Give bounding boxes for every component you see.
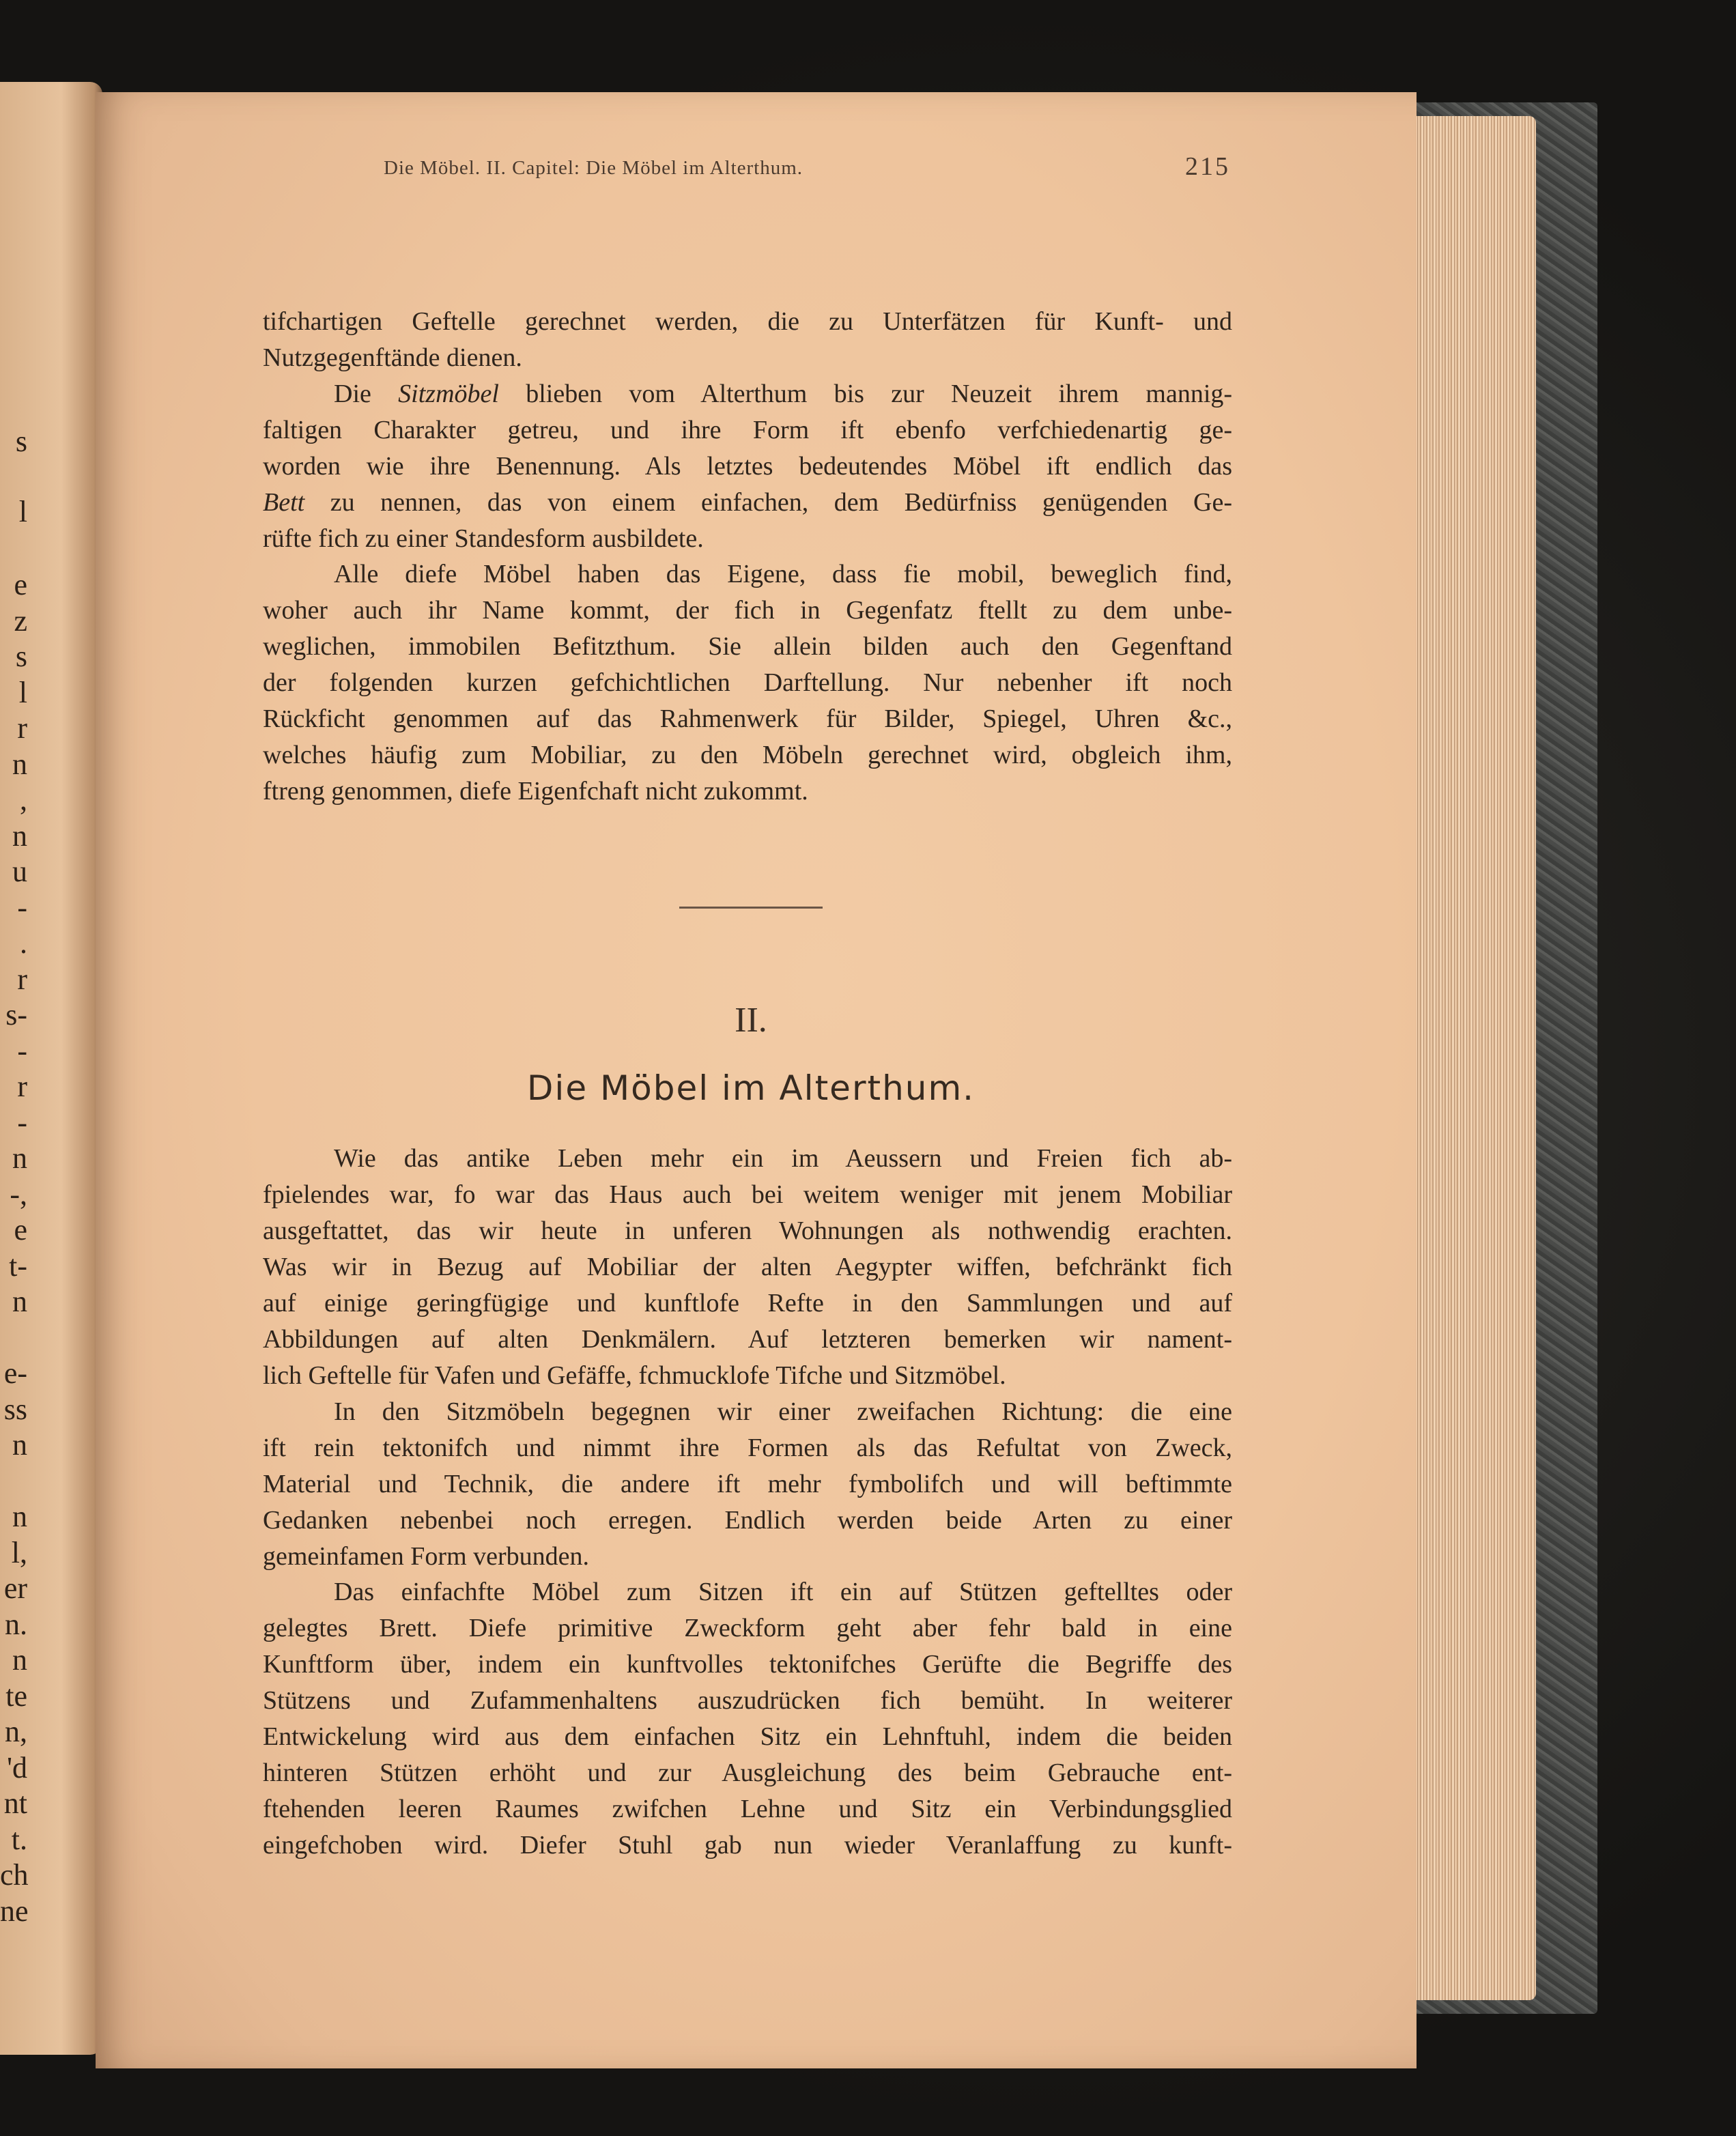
text-line: Wie das antike Leben mehr ein im Aeussern und Freien fich ab- xyxy=(334,1144,1232,1173)
margin-fragment: - xyxy=(17,1034,27,1068)
margin-fragment: n xyxy=(12,1643,27,1677)
margin-fragment: n xyxy=(12,1141,27,1175)
margin-fragment: t. xyxy=(11,1823,27,1856)
text-line: Material und Technik, die andere ift mehr fymbolifch und will beftimmte xyxy=(263,1470,1232,1498)
margin-fragment: l xyxy=(18,495,27,528)
margin-fragment: r xyxy=(17,963,27,996)
running-head-title: Die Möbel. II. Capitel: Die Möbel im Alterthum. xyxy=(384,157,803,179)
text-line: weglichen, immobilen Befitzthum. Sie allein bilden auch den Gegenftand xyxy=(263,632,1232,661)
text-line: Entwickelung wird aus dem einfachen Sitz ein Lehnftuhl, indem die beiden xyxy=(263,1722,1232,1751)
text-line: faltigen Charakter getreu, und ihre Form ift ebenfo verfchiedenartig ge- xyxy=(263,416,1232,444)
text-line: hinteren Stützen erhöht und zur Ausgleichung des beim Gebrauche ent- xyxy=(263,1758,1232,1787)
text-line: ift rein tektonifch und nimmt ihre Formen als das Refultat von Zweck, xyxy=(263,1434,1232,1462)
text-line: ftreng genommen, diefe Eigenfchaft nicht zukommt. xyxy=(263,777,808,806)
text-run: Die xyxy=(334,380,371,408)
text-run: zu nennen, das von einem einfachen, dem Bedürfniss genügenden Ge- xyxy=(330,488,1233,517)
margin-fragment: , xyxy=(20,783,27,816)
margin-fragment: s- xyxy=(5,998,27,1031)
margin-fragment: r xyxy=(17,1070,27,1103)
text-line: auf einige geringfügige und kunftlofe Refte in den Sammlungen und auf xyxy=(263,1289,1232,1318)
paragraph-5 xyxy=(263,1394,1232,1575)
text-line: Was wir in Bezug auf Mobiliar der alten Aegypter wiffen, befchränkt fich xyxy=(263,1253,1232,1281)
text-line xyxy=(263,485,1232,521)
text-line: ausgeftattet, das wir heute in unferen Wohnungen als nothwendig erachten. xyxy=(263,1216,1232,1245)
paragraph-6 xyxy=(263,1574,1232,1864)
margin-fragment: s xyxy=(15,425,27,458)
text-line: worden wie ihre Benennung. Als letztes bedeutendes Möbel ift endlich das xyxy=(263,452,1232,481)
margin-fragment: n xyxy=(12,1428,27,1462)
text-line: eingefchoben wird. Diefer Stuhl gab nun wieder Veranlaffung zu kunft- xyxy=(263,1831,1232,1860)
text-line: woher auch ihr Name kommt, der fich in Gegenfatz ftellt zu dem unbe- xyxy=(263,596,1232,625)
text-line: Alle diefe Möbel haben das Eigene, dass fie mobil, beweglich find, xyxy=(334,560,1232,588)
margin-fragment: e xyxy=(14,568,27,601)
margin-fragment: l, xyxy=(11,1536,27,1569)
text-line: welches häufig zum Mobiliar, zu den Möbeln gerechnet wird, obgleich ihm, xyxy=(263,741,1232,769)
text-line: rüfte fich zu einer Standesform ausbildete. xyxy=(263,524,704,553)
margin-fragment: u xyxy=(12,855,27,888)
text-line: Nutzgegenftände dienen. xyxy=(263,343,522,372)
margin-fragment: n xyxy=(12,819,27,853)
text-line: Abbildungen auf alten Denkmälern. Auf letzteren bemerken wir nament- xyxy=(263,1325,1232,1354)
margin-fragment: -, xyxy=(10,1178,27,1211)
paragraph-3 xyxy=(263,556,1232,810)
margin-fragment: ss xyxy=(3,1393,27,1426)
text-line: Rückficht genommen auf das Rahmenwerk für Bilder, Spiegel, Uhren &c., xyxy=(263,704,1232,733)
margin-fragment: r xyxy=(17,711,27,745)
margin-fragment: s xyxy=(15,640,27,673)
paragraph-2 xyxy=(263,376,1232,557)
text-line: ftehenden leeren Raumes zwifchen Lehne und Sitz ein Verbindungsglied xyxy=(263,1795,1232,1823)
section-title: Die Möbel im Alterthum. xyxy=(526,1068,976,1108)
text-line: Gedanken nebenbei noch erregen. Endlich werden beide Arten zu einer xyxy=(263,1506,1232,1535)
page-edges xyxy=(1399,116,1536,2000)
text-run: blieben vom Alterthum bis zur Neuzeit ihrem mannig- xyxy=(526,380,1233,408)
margin-fragment: n xyxy=(12,1500,27,1533)
text-line: gelegtes Brett. Diefe primitive Zweckform geht aber fehr bald in eine xyxy=(263,1614,1232,1642)
text-line: Das einfachfte Möbel zum Sitzen ift ein auf Stützen geftelltes oder xyxy=(334,1578,1232,1606)
margin-fragment: e xyxy=(14,1213,27,1247)
text-line: fpielendes war, fo war das Haus auch bei weitem weniger mit jenem Mobiliar xyxy=(263,1180,1232,1209)
margin-fragment: er xyxy=(3,1571,27,1605)
margin-fragment: - xyxy=(17,1106,27,1139)
section-divider xyxy=(679,907,823,909)
margin-fragment: n xyxy=(12,1285,27,1318)
emphasis-sitzmoebel: Sitzmöbel xyxy=(398,380,499,408)
text-line: In den Sitzmöbeln begegnen wir einer zweifachen Richtung: die eine xyxy=(334,1397,1232,1426)
margin-fragment: e- xyxy=(3,1356,27,1390)
section-number: II. xyxy=(735,1001,767,1040)
margin-fragment: n, xyxy=(5,1715,27,1748)
margin-fragment: t- xyxy=(9,1249,27,1283)
text-line xyxy=(263,376,1232,412)
margin-fragment: te xyxy=(5,1679,27,1713)
margin-fragment: n xyxy=(12,747,27,781)
margin-fragment: ne xyxy=(0,1894,29,1928)
paragraph-1 xyxy=(263,304,1232,376)
margin-fragment: nt xyxy=(3,1786,27,1820)
page-number: 215 xyxy=(1185,152,1230,181)
text-line: tifchartigen Geftelle gerechnet werden, die zu Unterfätzen für Kunft- und xyxy=(263,307,1232,336)
text-line: lich Geftelle für Vafen und Gefäffe, fchmucklofe Tifche und Sitzmöbel. xyxy=(263,1361,1006,1390)
margin-fragment: l xyxy=(18,676,27,709)
text-line: gemeinfamen Form verbunden. xyxy=(263,1542,590,1571)
margin-fragment: ch xyxy=(0,1858,29,1892)
margin-fragment: - xyxy=(17,891,27,924)
margin-fragment: z xyxy=(14,604,27,638)
text-line: Stützens und Zufammenhaltens auszudrücken fich bemüht. In weiterer xyxy=(263,1686,1232,1715)
text-line: Kunftform über, indem ein kunftvolles tektonifches Gerüfte die Begriffe des xyxy=(263,1650,1232,1679)
emphasis-bett: Bett xyxy=(263,488,305,517)
running-head xyxy=(384,152,1230,186)
margin-fragment: 'd xyxy=(7,1751,27,1784)
margin-fragment: . xyxy=(20,926,27,960)
margin-fragment: n. xyxy=(5,1608,27,1641)
paragraph-4 xyxy=(263,1141,1232,1394)
facing-page-left xyxy=(0,82,102,2055)
text-line: der folgenden kurzen gefchichtlichen Darftellung. Nur nebenher ift noch xyxy=(263,668,1232,697)
